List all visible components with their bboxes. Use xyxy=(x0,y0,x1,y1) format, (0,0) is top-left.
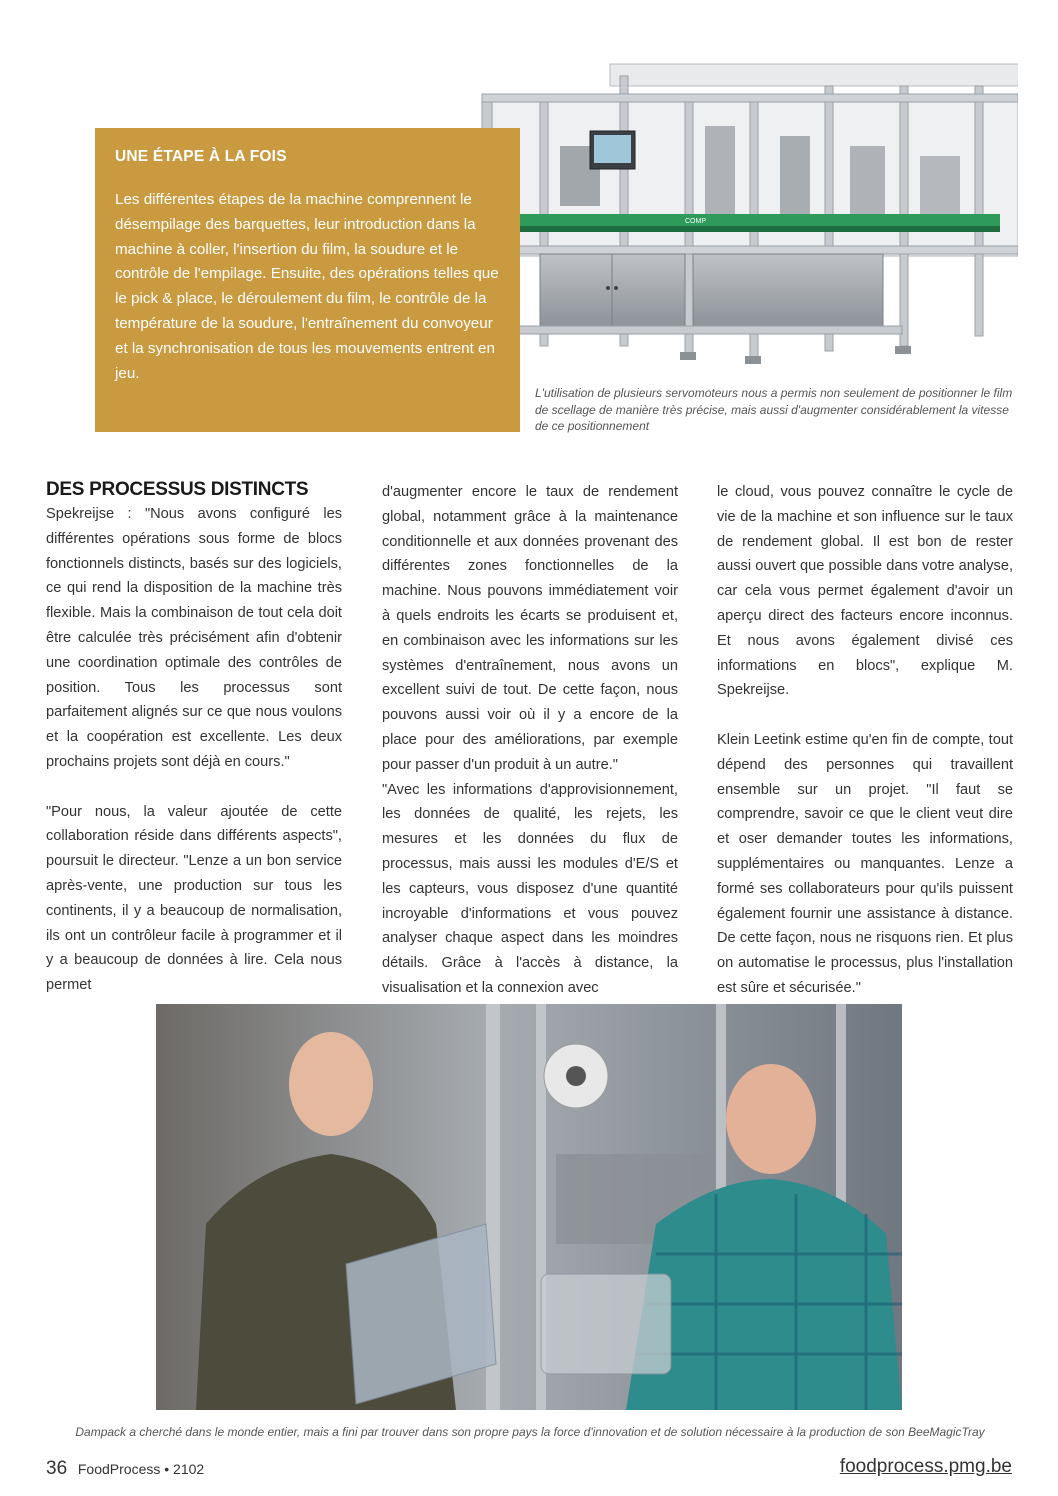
bottom-image-caption: Dampack a cherché dans le monde entier, mais a fini par trouver dans son propre pays la force d'innovation et de solution nécessaire à la production de son BeeMagicTray xyxy=(75,1425,985,1439)
paragraph: Spekreijse : "Nous avons configuré les différentes opérations sous forme de blocs fonctionnels distincts, basés sur des logiciels, ce qui rend la disposition de la machine très flexible. Mais la combinaison de tout cela doit être calculée très précisément afin d'obtenir une coordination optimale des contrôles de position. Tous les processus sont parfaitement alignés sur ce que nous voulons et la coopération est excellente. Les deux prochains projets sont déjà en cours." xyxy=(46,506,342,770)
panel-label: COMP xyxy=(685,218,706,225)
sidebar-box xyxy=(95,128,520,432)
publication-issue: FoodProcess • 2102 xyxy=(77,1461,205,1477)
machine-photo xyxy=(480,56,1018,376)
paragraph: "Avec les informations d'approvisionnement, les données de qualité, les rejets, les mesures et les données du flux de processus, mais aussi les modules d'E/S et les capteurs, vous disposez d'une quantité incroyable d'informations et vous pouvez analyser chaque aspect dans les moindres détails. Grâce à l'accès à distance, la visualisation et la connexion avec xyxy=(382,781,678,996)
top-image-caption: L'utilisation de plusieurs servomoteurs nous a permis non seulement de positionner le film de scellage de manière très précise, mais aussi d'augmenter considérablement la vitesse de ce positionnement xyxy=(535,386,1013,433)
sidebar-title: UNE ÉTAPE À LA FOIS xyxy=(115,148,287,165)
article-column-1 xyxy=(46,478,342,998)
people-photo xyxy=(156,1004,902,1410)
paragraph: "Pour nous, la valeur ajoutée de cette collaboration réside dans différents aspects", poursuit le directeur. "Lenze a un bon service après-vente, une production sur tous les continents, il y a beaucoup de normalisation, ils ont un contrôleur facile à programmer et il y a beaucoup de données à lire. Cela nous permet xyxy=(46,803,342,994)
two-men-with-trays-illustration xyxy=(156,1004,902,1410)
article-heading: DES PROCESSUS DISTINCTS xyxy=(46,479,309,500)
paragraph: le cloud, vous pouvez connaître le cycle de vie de la machine et son influence sur le taux de rendement global. Il est bon de rester aussi ouvert que possible dans votre analyse, car cela vous permet également d'avoir un aperçu direct des facteurs encore inconnus. Et nous avons également divisé ces informations en blocs", explique M. Spekreijse. xyxy=(717,484,1013,699)
website-link[interactable]: foodprocess.pmg.be xyxy=(839,1456,1012,1477)
paragraph: Klein Leetink estime qu'en fin de compte, tout dépend des personnes qui travaillent ensemble sur un projet. "Il faut se comprendre, savoir ce que le client veut dire et oser demander toutes les informations, supplémentaires ou manquantes. Lenze a formé ses collaborateurs pour qu'ils puissent également fournir une assistance à distance. De cette façon, nous ne risquons rien. Et plus on automatise le processus, plus l'installation est sûre et sécurisée." xyxy=(717,731,1013,996)
page-number: 36 xyxy=(46,1458,68,1479)
paragraph: d'augmenter encore le taux de rendement global, notamment grâce à la maintenance conditionnelle et aux données provenant des différentes zones fonctionnelles de la machine. Nous pouvons immédiatement voir à quels endroits les écarts se produisent et, en combinaison avec les informations sur les systèmes d'entraînement, nous avons un excellent suivi de tout. De cette façon, nous pouvons aussi voir où il y a encore de la place pour des améliorations, par exemple pour passer d'un produit à un autre." xyxy=(382,484,678,773)
footer-left xyxy=(46,1458,204,1480)
article-column-3 xyxy=(717,480,1013,1001)
sidebar-body: Les différentes étapes de la machine comprennent le désempilage des barquettes, leur introduction dans la machine à coller, l'insertion du film, la soudure et le contrôle de l'empilage. Ensuite, des opérations telles que le pick & place, le déroulement du film, le contrôle de la température de la soudure, l'entraînement du convoyeur et la synchronisation de tous les mouvements entrent en jeu. xyxy=(115,191,499,382)
article-column-2 xyxy=(382,480,678,1001)
packaging-machine-illustration xyxy=(480,56,1018,376)
